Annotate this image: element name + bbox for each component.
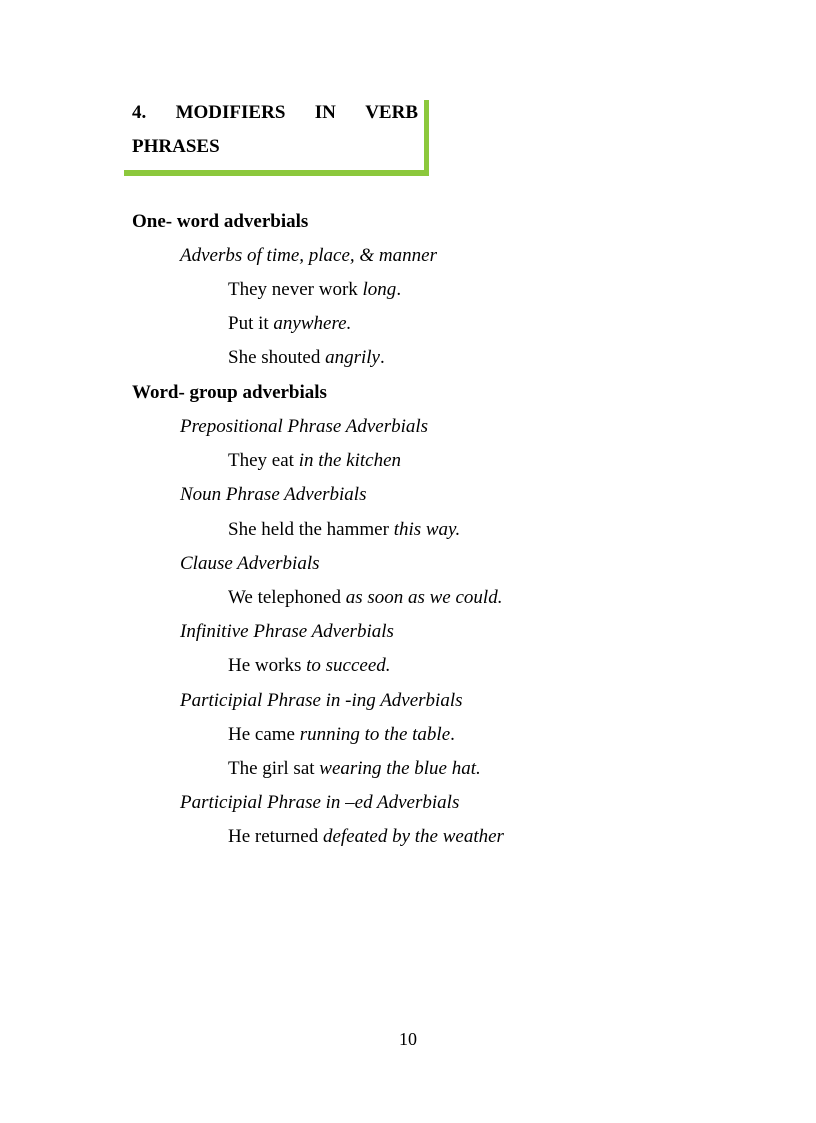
- heading-word: MODIFIERS: [175, 102, 286, 123]
- category-title: Infinitive Phrase Adverbials: [180, 621, 394, 642]
- category-title: Participial Phrase in –ed Adverbials: [180, 792, 460, 813]
- example-sentence: She held the hammer this way.: [228, 519, 461, 540]
- example-sentence: They eat in the kitchen: [228, 450, 402, 471]
- example-sentence: The girl sat wearing the blue hat.: [228, 758, 481, 779]
- example-sentence: Put it anywhere.: [228, 313, 352, 334]
- example-sentence: We telephoned as soon as we could.: [228, 587, 503, 608]
- heading-line-1: [132, 102, 418, 124]
- example-sentence: He works to succeed.: [228, 655, 391, 676]
- heading-line-2: PHRASES: [132, 136, 220, 157]
- category-title: Noun Phrase Adverbials: [180, 484, 367, 505]
- example-sentence: He returned defeated by the weather: [228, 826, 504, 847]
- example-sentence: She shouted angrily.: [228, 347, 385, 368]
- example-sentence: He came running to the table.: [228, 724, 455, 745]
- heading-word: IN: [314, 102, 336, 123]
- category-title: Adverbs of time, place, & manner: [180, 245, 437, 266]
- category-title: Clause Adverbials: [180, 553, 320, 574]
- section-title: One- word adverbials: [132, 211, 309, 232]
- example-sentence: They never work long.: [228, 279, 402, 300]
- category-title: Participial Phrase in -ing Adverbials: [180, 690, 463, 711]
- heading-number: 4.: [132, 102, 147, 123]
- category-title: Prepositional Phrase Adverbials: [180, 416, 429, 437]
- page-number: 10: [399, 1029, 417, 1049]
- heading-word: VERB: [365, 102, 418, 123]
- section-title: Word- group adverbials: [132, 382, 327, 403]
